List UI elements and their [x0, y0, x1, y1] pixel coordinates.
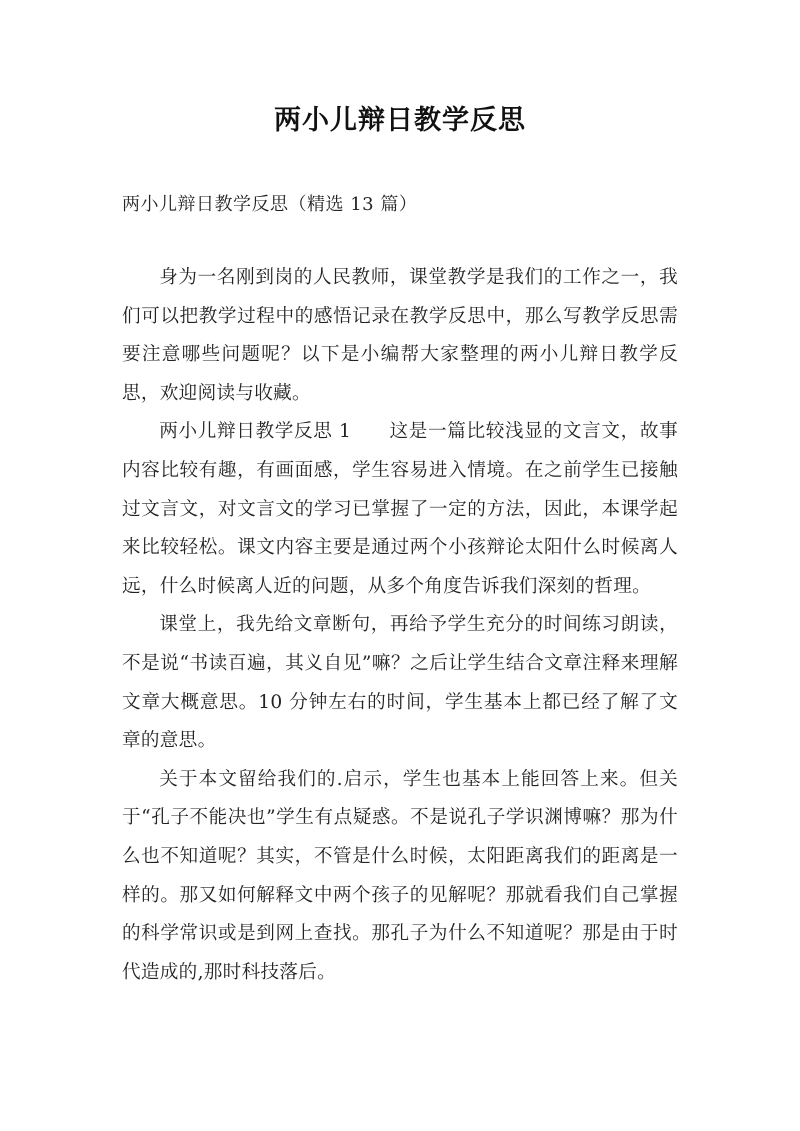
intro-paragraph: 身为一名刚到岗的人民教师，课堂教学是我们的工作之一，我们可以把教学过程中的感悟记录在教学反思中，那么写教学反思需要注意哪些问题呢？以下是小编帮大家整理的两小儿辩日教学反思，欢迎阅读与收藏。 [122, 267, 678, 404]
document-title: 两小儿辩日教学反思 [274, 105, 526, 136]
document-body [122, 259, 678, 992]
section-1-paragraph [122, 413, 678, 606]
section-1-label: 两小儿辩日教学反思 1 [159, 421, 352, 443]
section-1-text: 这是一篇比较浅显的文言文，故事内容比较有趣，有画面感，学生容易进入情境。在之前学生已接触过文言文，对文言文的学习已掌握了一定的方法，因此，本课学起来比较轻松。课文内容主要是通过两个小孩辩论太阳什么时候离人远，什么时候离人近的问题，从多个角度告诉我们深刻的哲理。 [122, 421, 678, 597]
body-paragraph-3: 关于本文留给我们的.启示，学生也基本上能回答上来。但关于“孔子不能决也”学生有点疑惑。不是说孔子学识渊博嘛？那为什么也不知道呢？其实，不管是什么时候，太阳距离我们的距离是一样的。那又如何解释文中两个孩子的见解呢？那就看我们自己掌握的科学常识或是到网上查找。那孔子为什么不知道呢？那是由于时代造成的,那时科技落后。 [122, 768, 678, 983]
document-subtitle: 两小儿辩日教学反思（精选 13 篇） [122, 194, 418, 215]
body-paragraph-2: 课堂上，我先给文章断句，再给予学生充分的时间练习朗读，不是说“书读百遍，其义自见”嘛？之后让学生结合文章注释来理解文章大概意思。10 分钟左右的时间，学生基本上都已经了解了文章的意思。 [122, 614, 678, 752]
